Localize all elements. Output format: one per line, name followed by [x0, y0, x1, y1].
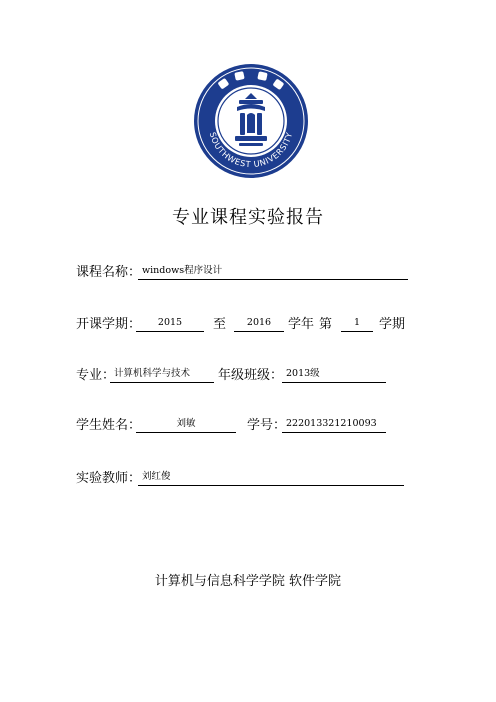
- grade-value: 2013级: [282, 367, 386, 383]
- course-label: 课程名称：: [76, 265, 142, 280]
- university-seal-logo: [193, 63, 309, 179]
- report-title: 专业课程实验报告: [172, 207, 324, 228]
- grade-label: 年级班级：: [218, 368, 284, 383]
- term-label: 开课学期：: [76, 317, 142, 332]
- term-year-label: 学年: [288, 317, 315, 332]
- major-label: 专业：: [76, 368, 116, 383]
- term-year-end: 2016: [234, 316, 284, 332]
- student-name-value: 刘敏: [136, 417, 236, 433]
- student-id-label: 学号：: [247, 418, 287, 433]
- seal-bottom-text: SOUTHWEST UNIVERSITY: [207, 130, 295, 170]
- term-semester: 1: [341, 316, 373, 332]
- course-value: windows程序设计: [138, 264, 408, 280]
- term-year-start: 2015: [136, 316, 204, 332]
- term-to: 至: [213, 317, 227, 332]
- teacher-value: 刘红俊: [138, 470, 404, 486]
- faculty-footer: 计算机与信息科学学院 软件学院: [154, 574, 342, 589]
- student-name-label: 学生姓名：: [76, 418, 142, 433]
- teacher-label: 实验教师：: [76, 471, 142, 486]
- term-nth: 第: [319, 317, 333, 332]
- major-value: 计算机科学与技术: [110, 367, 214, 383]
- student-id-value: 222013321210093: [282, 417, 386, 433]
- term-semester-label: 学期: [379, 317, 406, 332]
